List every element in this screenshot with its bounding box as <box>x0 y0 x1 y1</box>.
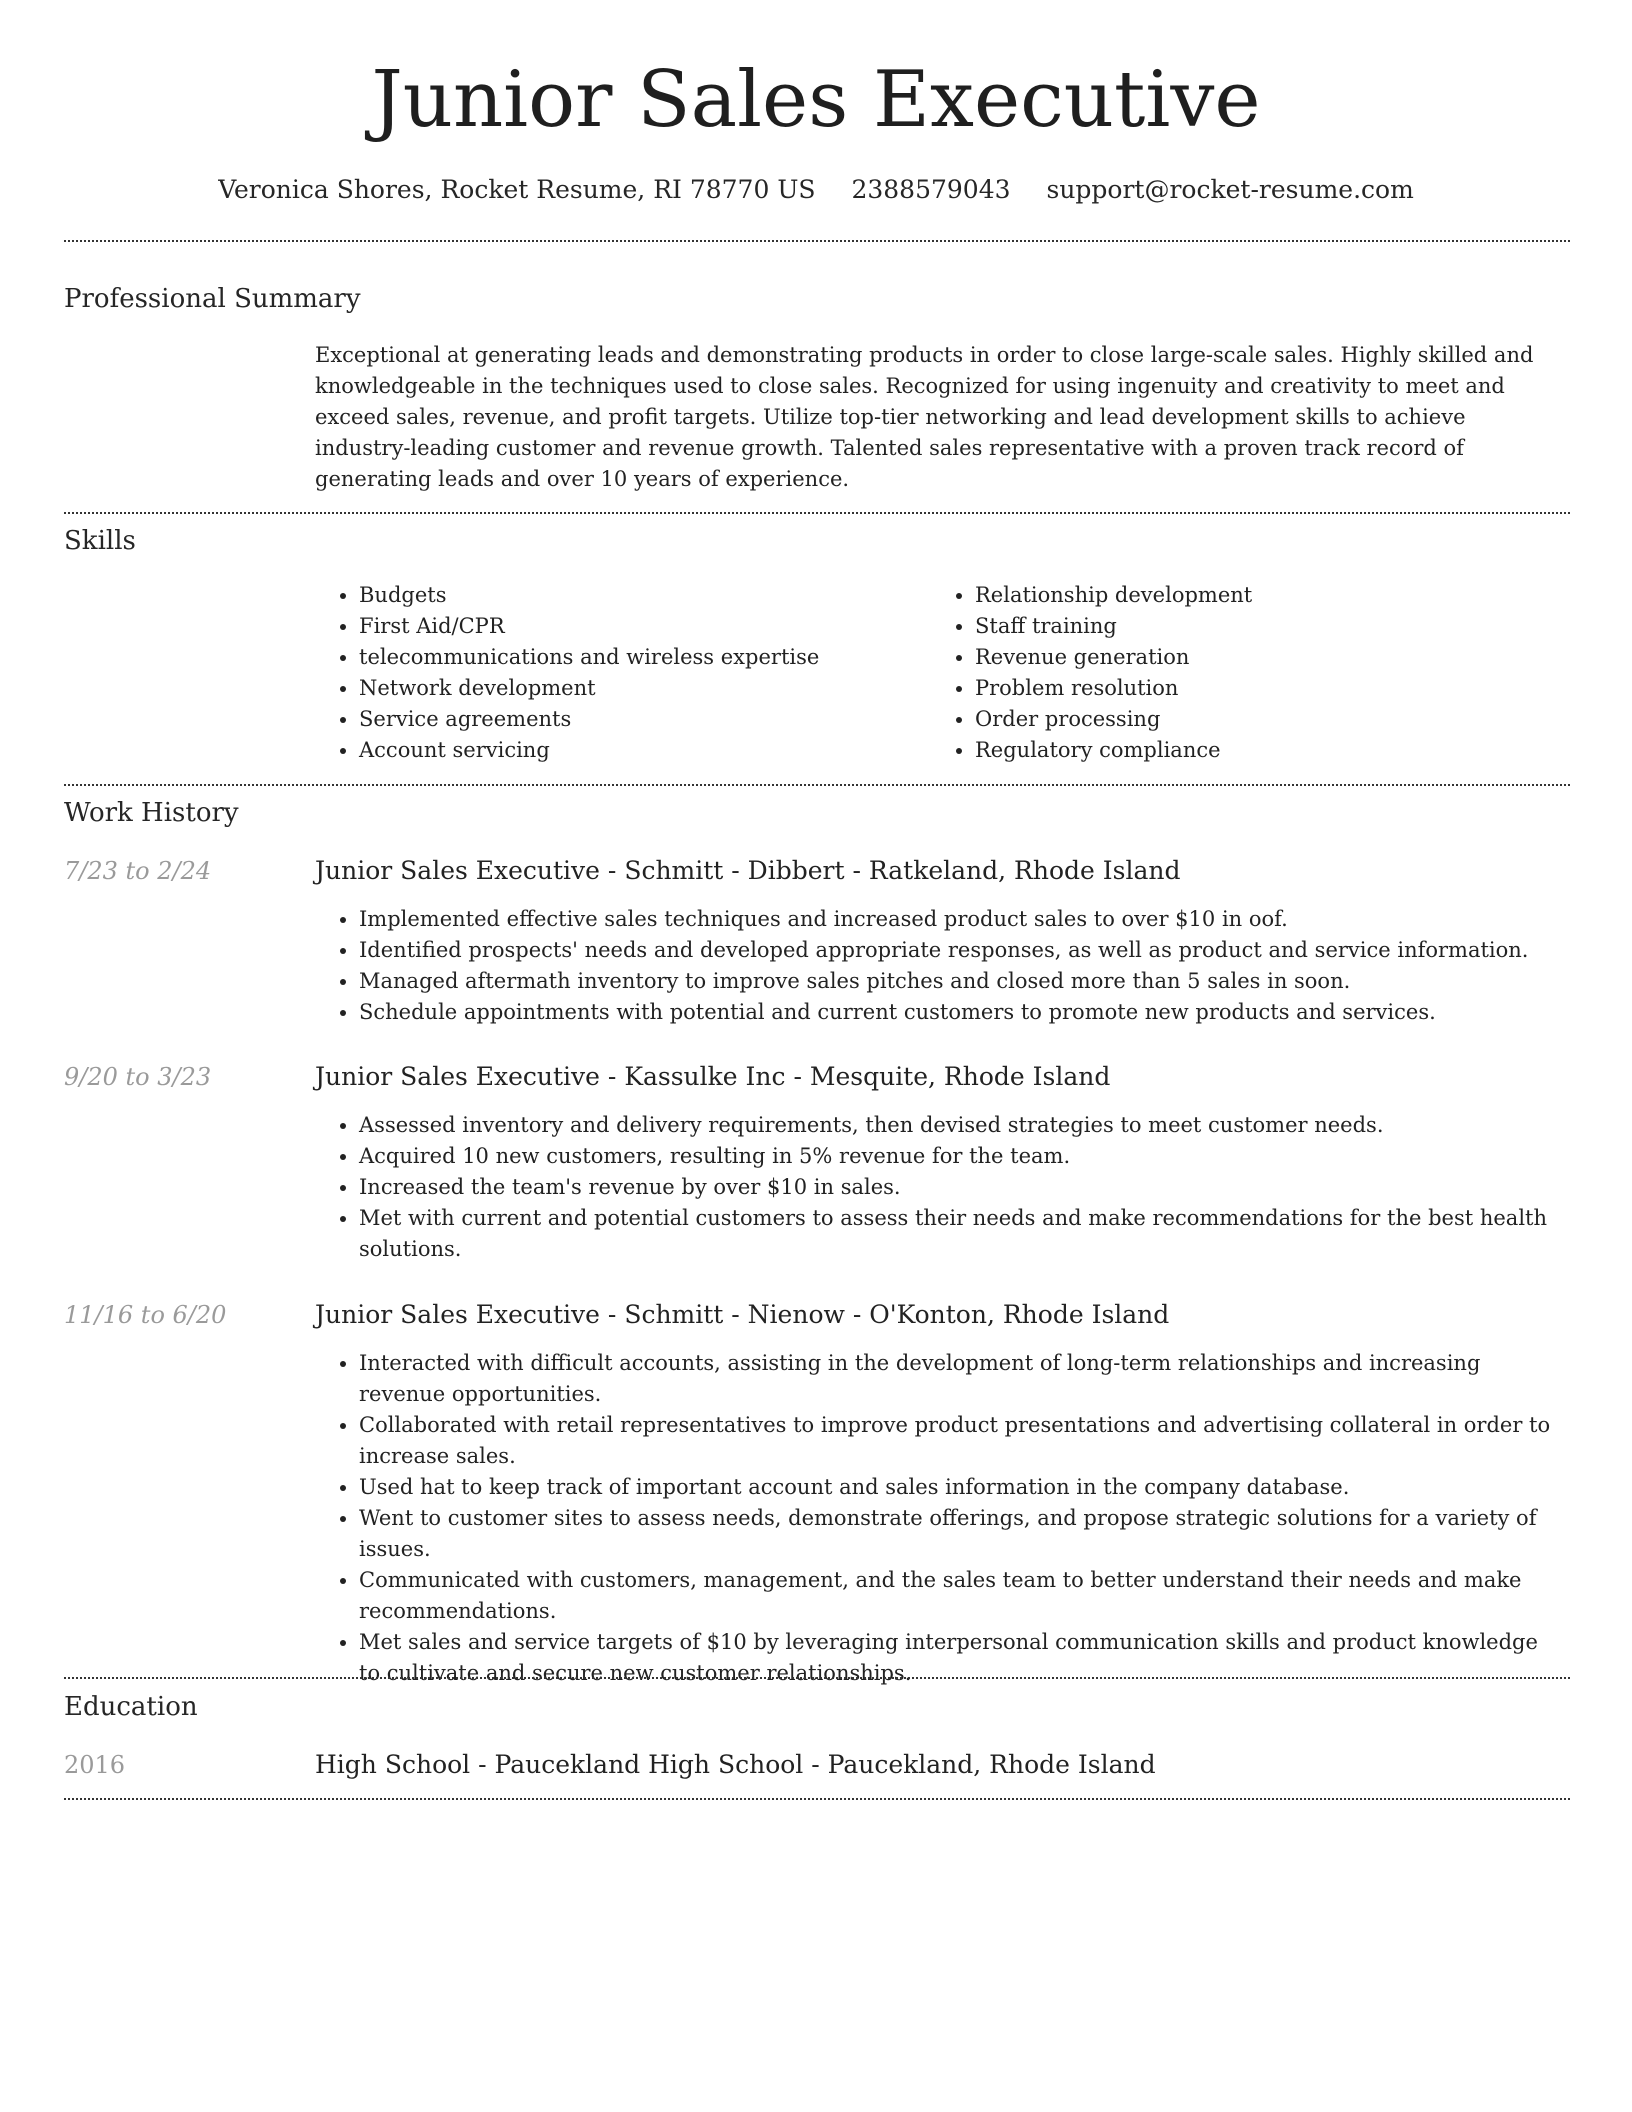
skill-item: • Revenue generation <box>975 642 1531 673</box>
skills-list-left <box>315 580 915 766</box>
job-bullet: • Went to customer sites to assess needs, demonstrate offerings, and propose strategic solutions for a variety of issues. <box>359 1503 1565 1565</box>
job-bullet: • Assessed inventory and delivery requirements, then devised strategies to meet customer needs. <box>359 1110 1565 1141</box>
skill-item: • telecommunications and wireless expertise <box>359 642 915 673</box>
section-divider <box>64 1798 1570 1800</box>
summary-section <box>315 340 1545 495</box>
job-bullet: • Implemented effective sales techniques and increased product sales to over $10 in oof. <box>359 904 1565 935</box>
education-entry: High School - Paucekland High School - Paucekland, Rhode Island <box>315 1750 1156 1779</box>
job-bullet: • Schedule appointments with potential and current customers to promote new products and services. <box>359 997 1565 1028</box>
contact-address: Veronica Shores, Rocket Resume, RI 78770 US <box>218 175 816 204</box>
skill-item: • First Aid/CPR <box>359 611 915 642</box>
job-bullet: • Increased the team's revenue by over $10 in sales. <box>359 1172 1565 1203</box>
job-bullet: • Collaborated with retail representatives to improve product presentations and advertising collateral in order to increase sales. <box>359 1410 1565 1472</box>
summary-text: Exceptional at generating leads and demonstrating products in order to close large-scale sales. Highly skilled and knowledgeable in the techniques used to close sales. Recognized for using ingenuity and creativity to meet and exceed sales, revenue, and profit targets. Utilize top-tier networking and lead development skills to achieve industry-leading customer and revenue growth. Talented sales representative with a proven track record of generating leads and over 10 years of experience. <box>315 343 1534 491</box>
section-divider <box>64 512 1570 514</box>
job-bullet: • Identified prospects' needs and developed appropriate responses, as well as product and service information. <box>359 935 1565 966</box>
resume-name: Junior Sales Executive <box>371 55 1261 145</box>
job-dates: 7/23 to 2/24 <box>64 857 212 885</box>
skills-heading: Skills <box>64 526 136 556</box>
job-bullet: • Met sales and service targets of $10 by leveraging interpersonal communication skills and product knowledge to cultivate and secure new customer relationships. <box>359 1627 1565 1689</box>
job-title: Junior Sales Executive - Schmitt - Nienow - O'Konton, Rhode Island <box>315 1300 1170 1329</box>
section-divider <box>64 240 1570 242</box>
summary-heading: Professional Summary <box>64 284 361 314</box>
skill-item: • Relationship development <box>975 580 1531 611</box>
job-bullet: • Communicated with customers, management, and the sales team to better understand their needs and make recommendations. <box>359 1565 1565 1627</box>
skill-item: • Problem resolution <box>975 673 1531 704</box>
job-dates: 9/20 to 3/23 <box>64 1063 212 1091</box>
skill-item: • Order processing <box>975 704 1531 735</box>
job-title: Junior Sales Executive - Kassulke Inc - Mesquite, Rhode Island <box>315 1062 1111 1091</box>
job-bullet: • Managed aftermath inventory to improve sales pitches and closed more than 5 sales in soon. <box>359 966 1565 997</box>
contact-phone: 2388579043 <box>851 175 1011 204</box>
skill-item: • Service agreements <box>359 704 915 735</box>
job-bullet: • Used hat to keep track of important account and sales information in the company database. <box>359 1472 1565 1503</box>
job-bullet: • Met with current and potential customers to assess their needs and make recommendations for the best health solutions. <box>359 1203 1565 1265</box>
job-bullets <box>315 1348 1565 1689</box>
job-bullet: • Acquired 10 new customers, resulting in 5% revenue for the team. <box>359 1141 1565 1172</box>
skill-item: • Regulatory compliance <box>975 735 1531 766</box>
skill-item: • Network development <box>359 673 915 704</box>
skill-item: • Staff training <box>975 611 1531 642</box>
job-title: Junior Sales Executive - Schmitt - Dibbert - Ratkeland, Rhode Island <box>315 856 1181 885</box>
contact-line <box>0 172 1632 208</box>
work-heading: Work History <box>64 798 239 828</box>
section-divider <box>64 784 1570 786</box>
job-dates: 11/16 to 6/20 <box>64 1301 227 1329</box>
skill-item: • Account servicing <box>359 735 915 766</box>
skills-list-right <box>931 580 1531 766</box>
job-bullets <box>315 1110 1565 1265</box>
job-bullet: • Interacted with difficult accounts, assisting in the development of long-term relationships and increasing revenue opportunities. <box>359 1348 1565 1410</box>
contact-email: support@rocket-resume.com <box>1046 175 1414 204</box>
skill-item: • Budgets <box>359 580 915 611</box>
education-year: 2016 <box>64 1751 126 1779</box>
job-bullets <box>315 904 1565 1028</box>
education-heading: Education <box>64 1692 198 1722</box>
section-divider <box>64 1677 1570 1679</box>
